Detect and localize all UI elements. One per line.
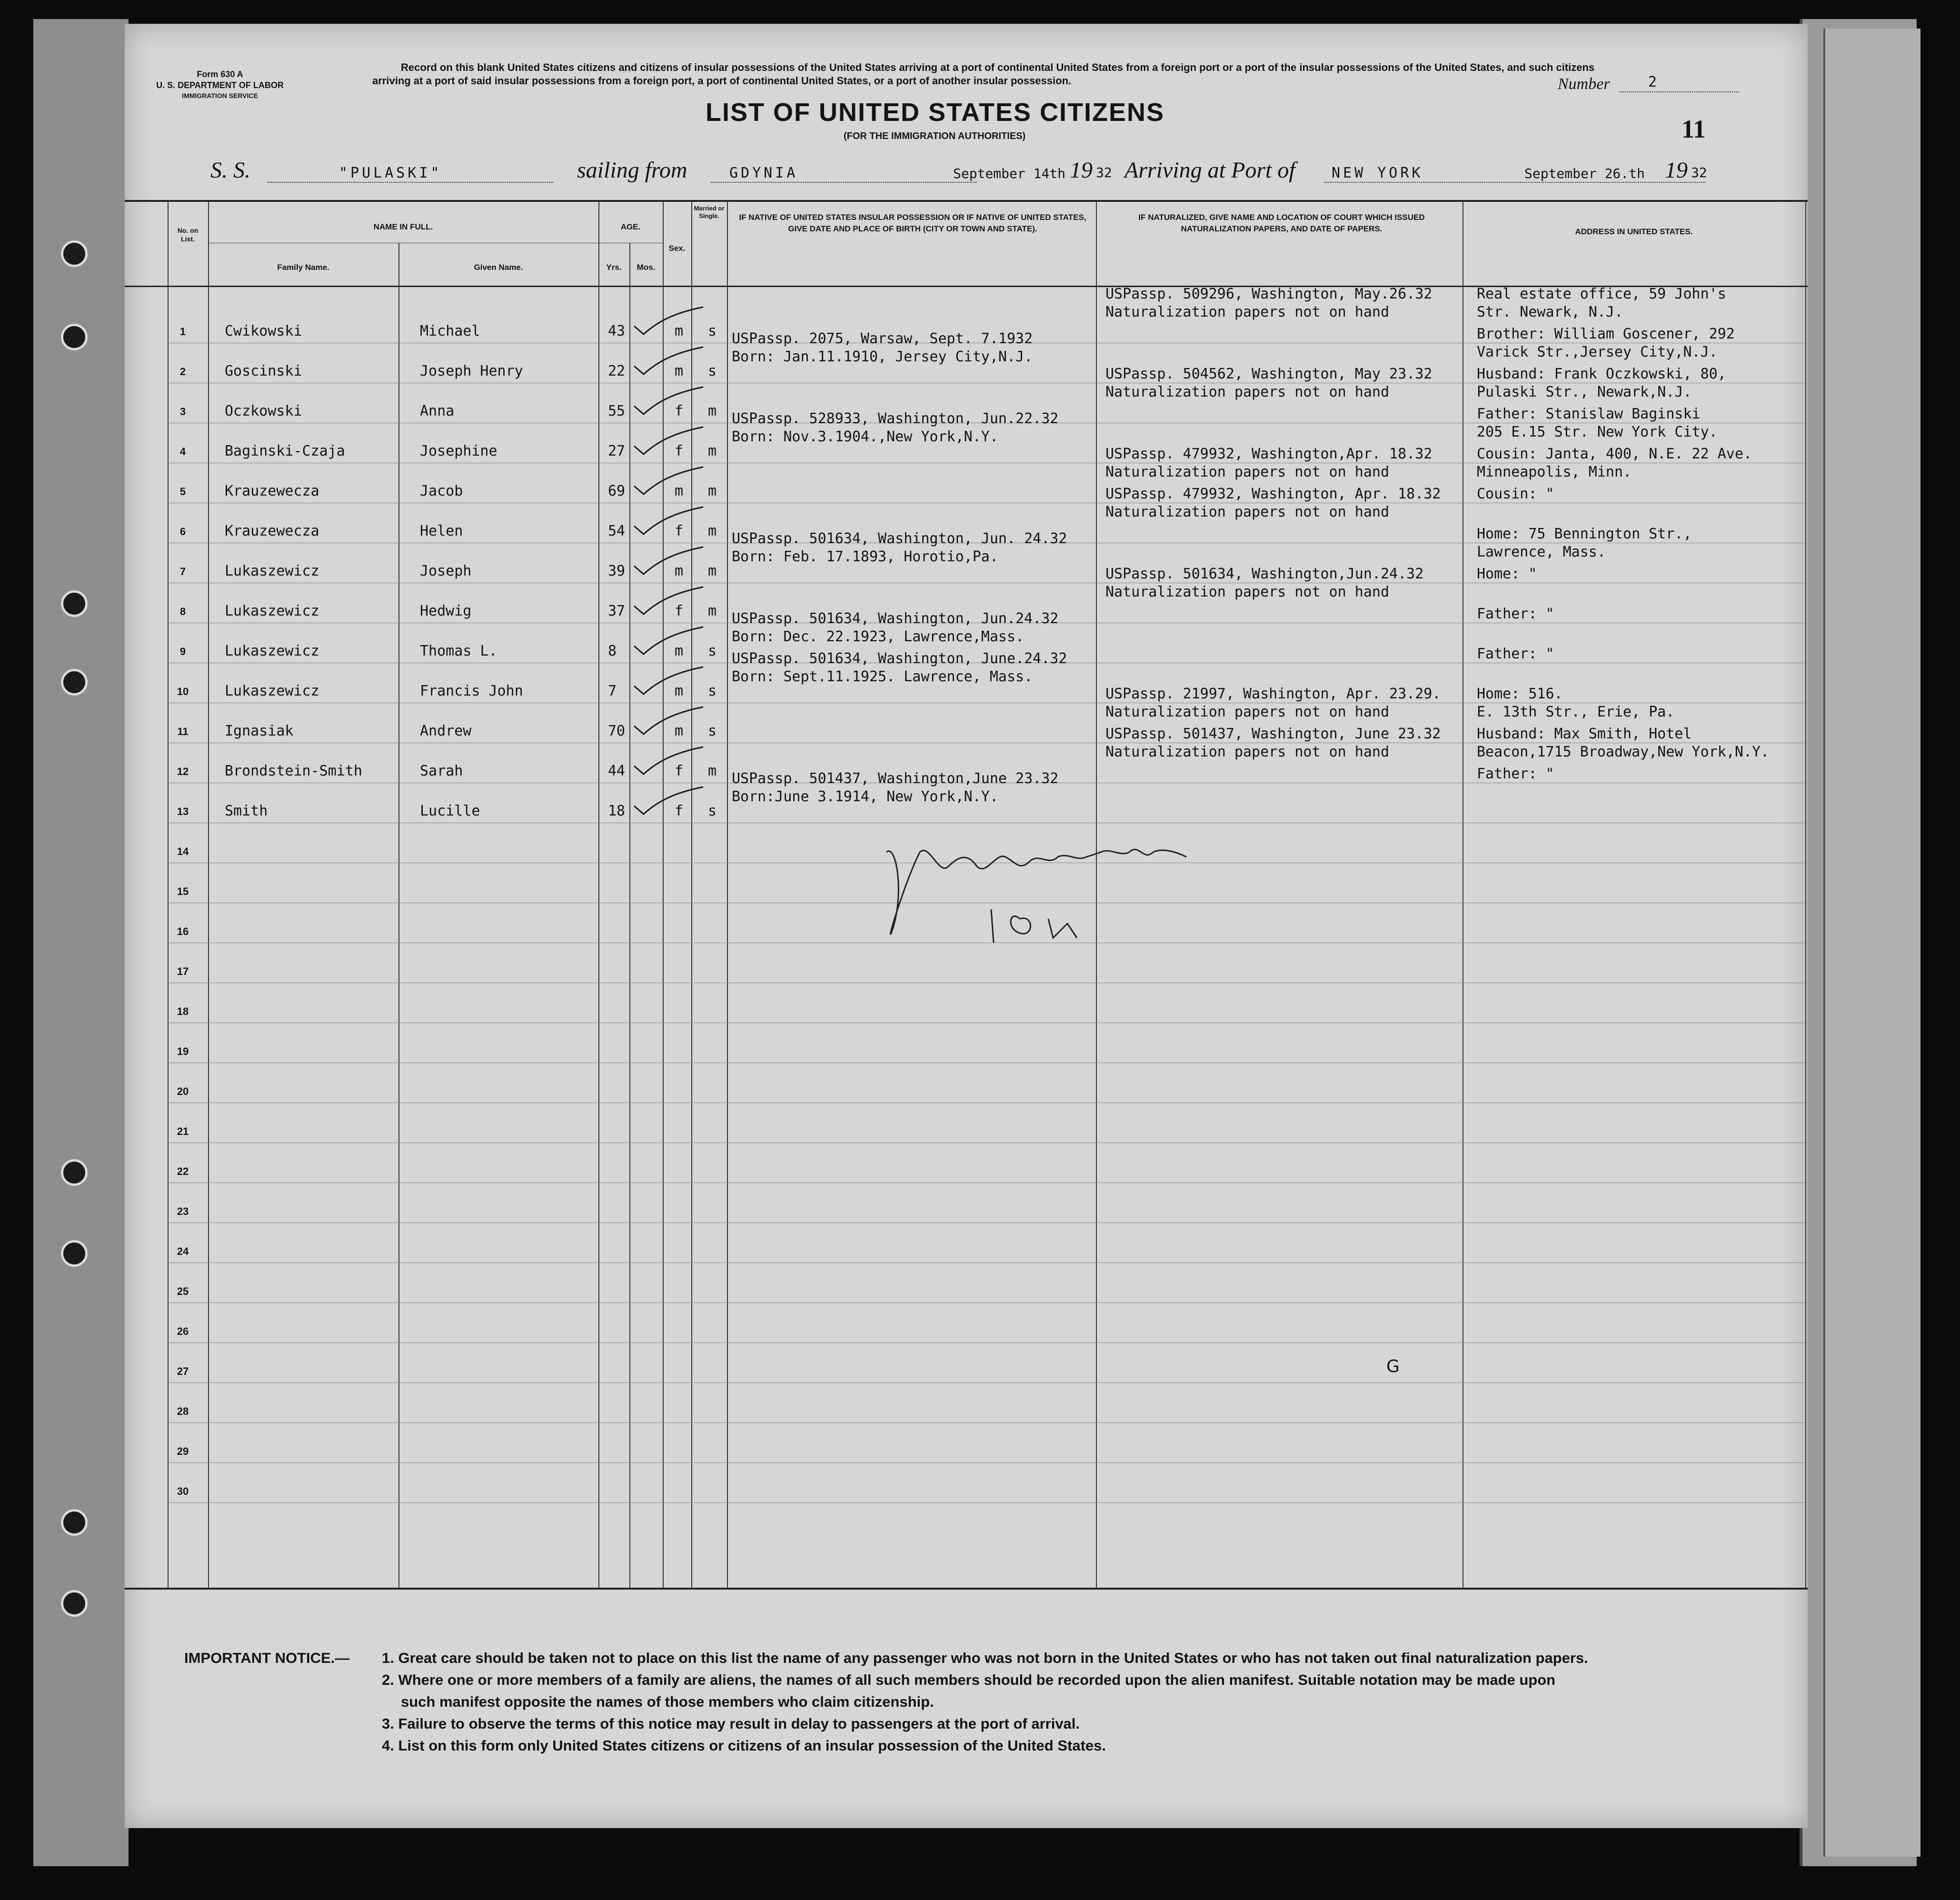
row-number: 6 xyxy=(179,526,186,537)
marital-status: m xyxy=(708,523,717,539)
sex: m xyxy=(675,563,684,579)
arriving-label: Arriving at Port of xyxy=(1124,158,1295,183)
birth-passport: USPassp. 2075, Warsaw, Sept. 7.1932 xyxy=(732,330,1033,347)
address-line-1: Father: " xyxy=(1477,646,1554,662)
family-name: Ignasiak xyxy=(225,723,294,739)
address-line-1: Father: " xyxy=(1477,606,1554,622)
family-name: Goscinski xyxy=(225,363,302,379)
checkmark-icon xyxy=(632,425,708,458)
row-number: 18 xyxy=(177,1005,189,1017)
checkmark-icon xyxy=(632,305,708,338)
age-years: 27 xyxy=(608,443,626,459)
marital-status: m xyxy=(708,763,717,779)
binder-hole xyxy=(61,240,88,267)
notice-item-2-cont: such manifest opposite the names of those members who claim citizenship. xyxy=(401,1693,934,1710)
checkmark-icon xyxy=(632,505,708,538)
naturalization-note: Naturalization papers not on hand xyxy=(1105,304,1390,320)
address-line-1: Cousin: " xyxy=(1477,486,1554,502)
row-number: 12 xyxy=(177,766,189,777)
naturalization-passport: USPassp. 479932, Washington, Apr. 18.32 xyxy=(1105,486,1441,502)
naturalization-passport: USPassp. 479932, Washington,Apr. 18.32 xyxy=(1105,446,1433,462)
col-married-single: Married or Single. xyxy=(694,205,725,219)
row-number: 29 xyxy=(177,1445,189,1457)
given-name: Hedwig xyxy=(420,603,472,619)
depart-year: 32 xyxy=(1096,165,1112,180)
port-from: GDYNIA xyxy=(729,165,798,181)
age-years: 69 xyxy=(608,483,626,499)
sex: m xyxy=(675,363,684,379)
birth-date-place: Born: Feb. 17.1893, Horotio,Pa. xyxy=(732,548,998,565)
given-name: Josephine xyxy=(420,443,497,459)
row-number: 30 xyxy=(177,1485,189,1497)
given-name: Jacob xyxy=(420,483,463,499)
age-years: 55 xyxy=(608,403,626,419)
notice-item-1: 1. Great care should be taken not to place on this list the name of any passenger who was not born in the United States or who has not taken out final naturalization papers. xyxy=(382,1650,1588,1666)
birth-date-place: Born: Dec. 22.1923, Lawrence,Mass. xyxy=(732,628,1025,645)
age-years: 7 xyxy=(608,683,617,699)
port-to: NEW YORK xyxy=(1332,165,1423,181)
col-given-name: Given Name. xyxy=(474,263,523,272)
given-name: Thomas L. xyxy=(420,643,497,659)
address-line-2: Pulaski Str., Newark,N.J. xyxy=(1477,384,1692,400)
checkmark-icon xyxy=(632,625,708,658)
naturalization-passport: USPassp. 501437, Washington, June 23.32 xyxy=(1105,726,1441,742)
given-name: Francis John xyxy=(420,683,523,699)
col-address: ADDRESS IN UNITED STATES. xyxy=(1575,227,1693,236)
sex: m xyxy=(675,683,684,699)
sex: f xyxy=(675,523,684,539)
row-number: 25 xyxy=(177,1285,189,1297)
birth-passport: USPassp. 501634, Washington, Jun. 24.32 xyxy=(732,530,1067,547)
binder-hole xyxy=(61,1159,88,1186)
row-number: 13 xyxy=(177,806,189,817)
family-name: Krauzewecza xyxy=(225,483,319,499)
arrive-date: September 26.th xyxy=(1524,166,1645,181)
family-name: Cwikowski xyxy=(225,323,302,339)
family-name: Brondstein-Smith xyxy=(225,763,362,779)
address-line-2: E. 13th Str., Erie, Pa. xyxy=(1477,704,1675,720)
address-line-1: Cousin: Janta, 400, N.E. 22 Ave. xyxy=(1477,446,1752,462)
birth-date-place: Born: Jan.11.1910, Jersey City,N.J. xyxy=(732,348,1033,365)
col-mos: Mos. xyxy=(637,263,656,272)
address-line-2: Lawrence, Mass. xyxy=(1477,544,1606,560)
depart-date: September 14th xyxy=(953,166,1066,181)
row-number: 11 xyxy=(177,726,189,737)
family-name: Baginski-Czaja xyxy=(225,443,345,459)
address-line-1: Husband: Frank Oczkowski, 80, xyxy=(1477,366,1726,382)
marital-status: m xyxy=(708,443,717,459)
checkmark-icon xyxy=(632,785,708,818)
given-name: Anna xyxy=(420,403,455,419)
back-page-edge xyxy=(1823,29,1920,1857)
row-number: 17 xyxy=(177,965,189,977)
ss-label: S. S. xyxy=(210,158,250,183)
number-label: Number xyxy=(1558,75,1610,93)
department: U. S. DEPARTMENT OF LABOR xyxy=(156,80,284,90)
arrive-year-prefix: 19 xyxy=(1665,158,1688,183)
binder-hole xyxy=(61,324,88,350)
binder-hole xyxy=(61,1240,88,1267)
age-years: 44 xyxy=(608,763,626,779)
marital-status: s xyxy=(708,323,717,339)
binder-hole xyxy=(61,669,88,696)
handwritten-signature xyxy=(877,824,1305,957)
row-number: 5 xyxy=(179,486,186,497)
address-line-1: Brother: William Goscener, 292 xyxy=(1477,326,1735,342)
binder-hole xyxy=(61,1590,88,1617)
sex: f xyxy=(675,803,684,819)
address-line-2: Minneapolis, Minn. xyxy=(1477,464,1632,480)
row-number: 20 xyxy=(177,1085,189,1097)
service: IMMIGRATION SERVICE xyxy=(182,92,258,99)
row-rule xyxy=(168,1462,1805,1463)
family-name: Oczkowski xyxy=(225,403,302,419)
given-name: Helen xyxy=(420,523,463,539)
checkmark-icon xyxy=(632,465,708,498)
address-line-1: Home: 75 Bennington Str., xyxy=(1477,526,1692,542)
row-number: 9 xyxy=(179,646,186,657)
sex: m xyxy=(675,723,684,739)
age-years: 37 xyxy=(608,603,626,619)
family-name: Krauzewecza xyxy=(225,523,319,539)
birth-passport: USPassp. 528933, Washington, Jun.22.32 xyxy=(732,410,1059,427)
checkmark-icon xyxy=(632,665,708,698)
naturalization-note: Naturalization papers not on hand xyxy=(1105,704,1390,720)
col-family-name: Family Name. xyxy=(277,263,329,272)
birth-passport: USPassp. 501634, Washington, June.24.32 xyxy=(732,650,1067,667)
given-name: Lucille xyxy=(420,803,480,819)
address-line-1: Real estate office, 59 John's xyxy=(1477,286,1726,302)
depart-year-prefix: 19 xyxy=(1070,158,1093,183)
age-years: 43 xyxy=(608,323,626,339)
marital-status: s xyxy=(708,803,717,819)
row-number: 26 xyxy=(177,1325,189,1337)
col-yrs: Yrs. xyxy=(606,263,622,272)
naturalization-note: Naturalization papers not on hand xyxy=(1105,584,1390,600)
given-name: Andrew xyxy=(420,723,472,739)
naturalization-passport: USPassp. 504562, Washington, May 23.32 xyxy=(1105,366,1433,382)
age-years: 54 xyxy=(608,523,626,539)
notice-heading: IMPORTANT NOTICE.— xyxy=(184,1650,350,1666)
notice-item-3: 3. Failure to observe the terms of this notice may result in delay to passengers at the port of arrival. xyxy=(382,1715,1080,1732)
row-number: 19 xyxy=(177,1045,189,1057)
checkmark-icon xyxy=(632,545,708,578)
col-birth: IF NATIVE OF UNITED STATES INSULAR POSSESSION OR IF NATIVE OF UNITED STATES, GIVE DATE AND PLACE OF BIRTH (CITY OR TOWN AND STATE). xyxy=(739,213,1086,233)
checkmark-icon xyxy=(632,745,708,778)
birth-date-place: Born:June 3.1914, New York,N.Y. xyxy=(732,788,998,805)
row-number: 22 xyxy=(177,1165,189,1177)
family-name: Lukaszewicz xyxy=(225,643,319,659)
binding-strip xyxy=(33,19,129,1866)
address-line-2: Beacon,1715 Broadway,New York,N.Y. xyxy=(1477,744,1770,760)
marital-status: s xyxy=(708,643,717,659)
row-number: 21 xyxy=(177,1125,189,1137)
checkmark-icon xyxy=(632,385,708,418)
marital-status: m xyxy=(708,603,717,619)
marital-status: s xyxy=(708,683,717,699)
row-number: 3 xyxy=(179,406,186,418)
sex: m xyxy=(675,483,684,499)
page-subtitle: (FOR THE IMMIGRATION AUTHORITIES) xyxy=(844,131,1026,141)
row-number: 23 xyxy=(177,1205,189,1217)
sex: f xyxy=(675,763,684,779)
birth-date-place: Born: Nov.3.1904.,New York,N.Y. xyxy=(732,428,998,445)
naturalization-note: Naturalization papers not on hand xyxy=(1105,384,1390,400)
row-number: 7 xyxy=(179,566,186,577)
sailing-from-label: sailing from xyxy=(577,158,687,183)
row-number: 27 xyxy=(177,1365,189,1377)
row-number: 28 xyxy=(177,1405,189,1417)
address-line-1: Home: 516. xyxy=(1477,686,1563,702)
address-line-2: 205 E.15 Str. New York City. xyxy=(1477,424,1718,440)
notice-item-4: 4. List on this form only United States citizens or citizens of an insular possession of the United States. xyxy=(382,1737,1106,1754)
address-line-1: Father: Stanislaw Baginski xyxy=(1477,406,1701,422)
given-name: Michael xyxy=(420,323,480,339)
naturalization-passport: USPassp. 21997, Washington, Apr. 23.29. xyxy=(1105,686,1441,702)
row-number: 4 xyxy=(179,446,186,458)
sex: m xyxy=(675,323,684,339)
row-number: 2 xyxy=(179,366,186,378)
family-name: Lukaszewicz xyxy=(225,563,319,579)
birth-passport: USPassp. 501437, Washington,June 23.32 xyxy=(732,770,1059,787)
checkmark-icon xyxy=(632,345,708,378)
naturalization-note: Naturalization papers not on hand xyxy=(1105,464,1390,480)
form-instructions: Record on this blank United States citizens and citizens of insular possessions of the United States arriving at a port of continental United States from a foreign port or a port of the insular possessions of the United States, and such citizens arriving at a port of said insular possessions from a foreign port, a port of continental United States, or a port of another insular possession. xyxy=(372,61,1595,87)
checkmark-icon xyxy=(632,705,708,738)
sex: f xyxy=(675,603,684,619)
naturalization-passport: USPassp. 509296, Washington, May.26.32 xyxy=(1105,286,1433,302)
manifest-page xyxy=(125,24,1808,1828)
naturalization-passport: USPassp. 501634, Washington,Jun.24.32 xyxy=(1105,566,1424,582)
marital-status: s xyxy=(708,363,717,379)
age-years: 8 xyxy=(608,643,617,659)
address-line-1: Home: " xyxy=(1477,566,1537,582)
row-number: 10 xyxy=(177,686,189,697)
row-number: 8 xyxy=(179,606,186,617)
checkmark-icon xyxy=(632,585,708,618)
sex: f xyxy=(675,403,684,419)
marital-status: s xyxy=(708,723,717,739)
sex: f xyxy=(675,443,684,459)
family-name: Lukaszewicz xyxy=(225,683,319,699)
binder-hole xyxy=(61,590,88,617)
row-number: 15 xyxy=(177,885,189,897)
age-years: 39 xyxy=(608,563,626,579)
given-name: Joseph Henry xyxy=(420,363,523,379)
address-line-2: Varick Str.,Jersey City,N.J. xyxy=(1477,344,1718,360)
sex: m xyxy=(675,643,684,659)
form-number: Form 630 A xyxy=(197,70,243,79)
birth-date-place: Born: Sept.11.1925. Lawrence, Mass. xyxy=(732,668,1033,685)
arrive-year: 32 xyxy=(1691,165,1707,180)
marital-status: m xyxy=(708,403,717,419)
col-sex: Sex. xyxy=(668,244,686,253)
row-number: 16 xyxy=(177,925,189,937)
address-line-2: Str. Newark, N.J. xyxy=(1477,304,1623,320)
family-name: Smith xyxy=(225,803,268,819)
marital-status: m xyxy=(708,483,717,499)
address-line-1: Father: " xyxy=(1477,766,1554,782)
address-line-1: Husband: Max Smith, Hotel xyxy=(1477,726,1692,742)
marital-status: m xyxy=(708,563,717,579)
col-name-in-full: NAME IN FULL. xyxy=(373,222,433,231)
given-name: Joseph xyxy=(420,563,472,579)
family-name: Lukaszewicz xyxy=(225,603,319,619)
naturalization-note: Naturalization papers not on hand xyxy=(1105,504,1390,520)
naturalization-note: Naturalization papers not on hand xyxy=(1105,744,1390,760)
number-value: 2 xyxy=(1648,74,1657,90)
binder-hole xyxy=(61,1509,88,1536)
birth-passport: USPassp. 501634, Washington, Jun.24.32 xyxy=(732,610,1059,627)
age-years: 22 xyxy=(608,363,626,379)
ship-name: "PULASKI" xyxy=(339,165,442,181)
row-rule xyxy=(168,1502,1805,1503)
row-number: 24 xyxy=(177,1245,189,1257)
notice-item-2: 2. Where one or more members of a family are aliens, the names of all such members should be recorded upon the alien manifest. Suitable notation may be made upon xyxy=(382,1671,1556,1688)
col-no: No. on List. xyxy=(177,227,199,243)
stray-mark: G xyxy=(1386,1357,1400,1376)
age-years: 70 xyxy=(608,723,626,739)
col-naturalized: IF NATURALIZED, GIVE NAME AND LOCATION OF COURT WHICH ISSUED NATURALIZATION PAPERS, AND DATE OF PAPERS. xyxy=(1138,213,1425,233)
col-age: AGE. xyxy=(620,222,641,231)
page-number: 11 xyxy=(1681,115,1706,143)
row-number: 14 xyxy=(177,846,189,857)
age-years: 18 xyxy=(608,803,626,819)
given-name: Sarah xyxy=(420,763,463,779)
row-number: 1 xyxy=(179,326,186,338)
page-title: LIST OF UNITED STATES CITIZENS xyxy=(706,98,1164,127)
